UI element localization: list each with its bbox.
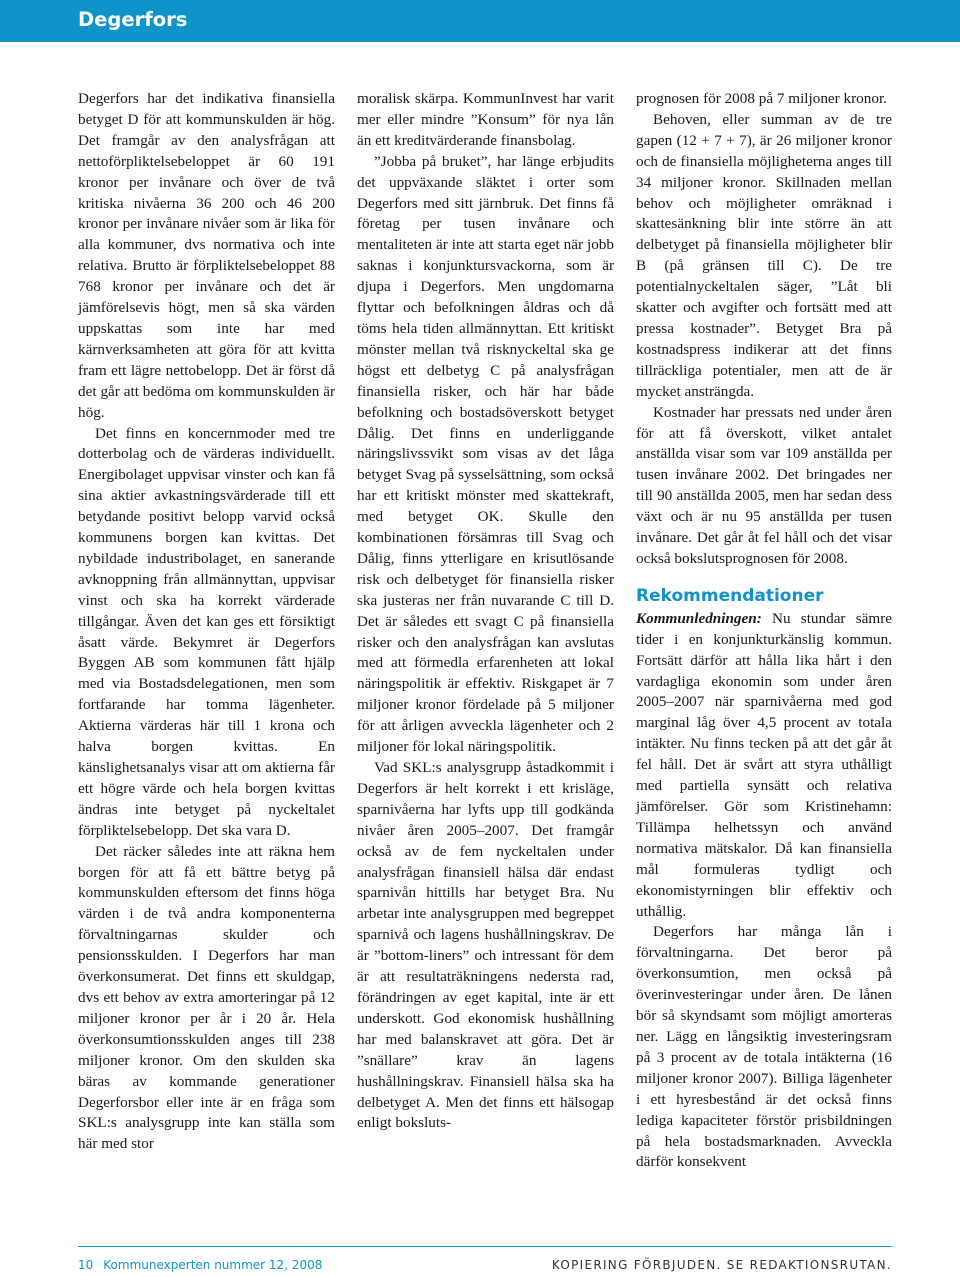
paragraph: prognosen för 2008 på 7 miljoner kronor. [636, 90, 887, 107]
paragraph: Behoven, eller summan av de tre gapen (12 + 7 + 7), är 26 miljoner kronor och de finansiella möjligheterna anges till 34 miljoner kronor. Skillnaden mellan behov och möjligheter omräknad i skattesänkning blir inte större än att delbetyget på finansiella möjligheter blir B (på gränsen till C). De tre potentialnyckeltalen säger, ”Låt bli skatter och avgifter och fortsätt med att pressa kostnader”. Betyget Bra på kostnadspress indikerar att det finns tillräckliga potentialer, men att de är mycket ansträngda. [636, 110, 892, 400]
paragraph-text: Nu stundar sämre tider i en konjunkturkänslig kommun. Fortsätt därför att hålla lika hårt i den vardagliga ekonomin som under åren 2005–2007 när sparnivåerna med god marginal låg över 4,5 procent av totala intäkter. Nu finns tecken på att det går åt fel håll. Det är svårt att styra uthålligt med partiella synsätt och relativa jämförelser. Gör som Kristinehamn: Tillämpa helhetssyn och använd normativa mätskalor. Då kan finansiella mål formuleras tydligt och ekonomistyrningen blir effektiv och uthållig. [636, 609, 892, 920]
paragraph: Vad SKL:s analysgrupp åstadkommit i Degerfors är helt korrekt i ett krisläge, sparnivåerna har lyfts upp till godkända nivåer åren 2005–2007. Det framgår också av de fem nyckeltalen under analysfrågan finansiell hälsa där endast sparnivån hittills har betyget Bra. Nu arbetar inte analysgruppen med begreppet sparnivå och lagens hushållningskrav. De är ”bottom-liners” och intressant för dem är att resultaträkningens nedersta rad, förändringen av eget kapital, inte är ett underskott. God ekonomisk hushållning har med balanskravet att göra. Det är ”snällare” krav än lagens hushållningskrav. Finansiell hälsa ska ha delbetyget A. Men det finns ett hälsogap enligt boksluts- [357, 759, 614, 1132]
paragraph [636, 609, 892, 923]
lead-in: Kommunledningen: [636, 609, 762, 627]
paragraph: Det räcker således inte att räkna hem borgen för att få ett bättre betyg på kommunskulden eftersom det finns höga värden i de två andra komponenterna förvaltningarnas skulder och pensionsskulden. I Degerfors har man överkonsumerat. Det finns ett skuldgap, dvs ett behov av extra amorteringar på 12 miljoner kronor per år i 20 år. Hela överkonsumtionsskulden anges till 238 miljoner kronor. Om den skulden ska bäras av kommande generationer Degerforsbor eller inte är en fråga som SKL:s analysgrupp inte kan ställa som här med stor [78, 842, 335, 1153]
paragraph: Degerfors har många lån i förvaltningarna. Det beror på överkonsumtion, men också på överinvesteringar under åren. De lånen bör så skyndsamt som möjligt amorteras ner. Lägg en långsiktig investeringsram på 3 procent av de totala intäkterna (16 miljoner kronor 2007). Billiga lägenheter i ett hyresbestånd är det också finns lediga kapaciteter förstör prisbildningen på hela bostadsmarknaden. Avveckla därför konsekvent [636, 923, 892, 1171]
text-column-1 [78, 89, 335, 1155]
publication-name: Kommunexperten nummer 12, 2008 [103, 1258, 323, 1272]
text-column-2 [357, 89, 614, 1134]
paragraph: Kostnader har pressats ned under åren för att få överskott, vilket antalet anställda visar som var 109 anställda per tusen invånare 2002. Det bringades ner till 90 anställda 2005, men har sedan dess växt och är nu 95 anställda per tusen invånare. Det går åt fel håll och det visar också bokslutsprognosen för 2008. [636, 403, 892, 567]
paragraph: Degerfors har det indikativa finansiella betyget D för att kommunskulden är hög. Det framgår av den analysfrågan att nettoförpliktelsebeloppet är 60 191 kronor per invånare och över de två kritiska nivåerna 36 200 och 46 200 kronor per invånare nivåer som är lika för alla kommuner, dvs normativa och inte relativa. Brutto är förpliktelsebeloppet 88 768 kronor per invånare och det är jämförelsevis högt, men så ska värden uppskattas som inte har med kärnverksamheten att göra för att kvitta fram ett lägre nettobelopp. Det är först då det går att bedöma om kommunskulden är hög. [78, 90, 335, 421]
paragraph: moralisk skärpa. KommunInvest har varit mer eller mindre ”Konsum” för nya lån än ett kreditvärderande finansbolag. [357, 90, 614, 149]
header-bar [0, 0, 960, 42]
copyright-notice: KOPIERING FÖRBJUDEN. SE REDAKTIONSRUTAN. [551, 1258, 892, 1272]
paragraph: ”Jobba på bruket”, har länge erbjudits det uppväxande släktet i orter som Degerfors med sitt järnbruk. Det finns få företag per tusen invånare och mentaliteten är inte att starta eget när jobb saknas i konjunktursvackorna, som är djupa i Degerfors. Men ungdomarna flyttar och befolkningen åldras och då töms hela tiden allmännyttan. Ett kritiskt mönster mellan två risknyckeltal ska ge högst ett delbetyg C på analysfrågan finansiella risker, och här har både befolkning och bostadsöverskott betyget Dålig. Det finns en underliggande näringslivssvikt som visas av det låga betyget Svag på sysselsättning, som också har ett kritiskt mönster med skattekraft, med betyget OK. Skulle den kombinationen försämras till Svag och Dålig, finns ytterligare en krisutlösande risk och delbetyget för finansiella risker ska justeras ner från nuvarande C till D. Det är således ett svagt C på finansiella risker och den analysfrågan kan avslutas med att förmedla erfarenheten att lokal näringspolitik är effektiv. Riskgapet är 7 miljoner kronor fördelade på 5 miljoner för att årligen avveckla lägenheter och 2 miljoner för lokal näringspolitik. [357, 152, 614, 756]
page-title: Degerfors [78, 8, 188, 31]
footer-publication [78, 1258, 322, 1272]
section-heading-recommendations: Rekommendationer [636, 585, 824, 606]
text-column-3 [636, 89, 892, 1173]
footer-divider [78, 1246, 892, 1247]
paragraph: Det finns en koncernmoder med tre dotterbolag och de värderas individuellt. Energibolaget uppvisar vinster och kan få sina aktier avkastningsvärderade till ett betydande positivt belopp varvid också kommunens borgen kan kvittas. Det nybildade industribolaget, en sanerande avknoppning från allmännyttan, uppvisar vinst och ska ha korrekt värderade tillgångar. Även det kan ges ett försiktigt åsatt värde. Bekymret är Degerfors Byggen AB som kommunen fått hjälp med via Bostadsdelegationen, men som fortfarande har tomma lägenheter. Aktierna värderas här till 1 krona och halva borgen kvittas. En känslighetsanalys visar att om aktierna får ett högre värde och hela borgen kvittas ändras inte betyget på nyckeltalet förpliktelsebelopp. Det ska vara D. [78, 424, 335, 839]
page-number: 10 [78, 1258, 94, 1272]
